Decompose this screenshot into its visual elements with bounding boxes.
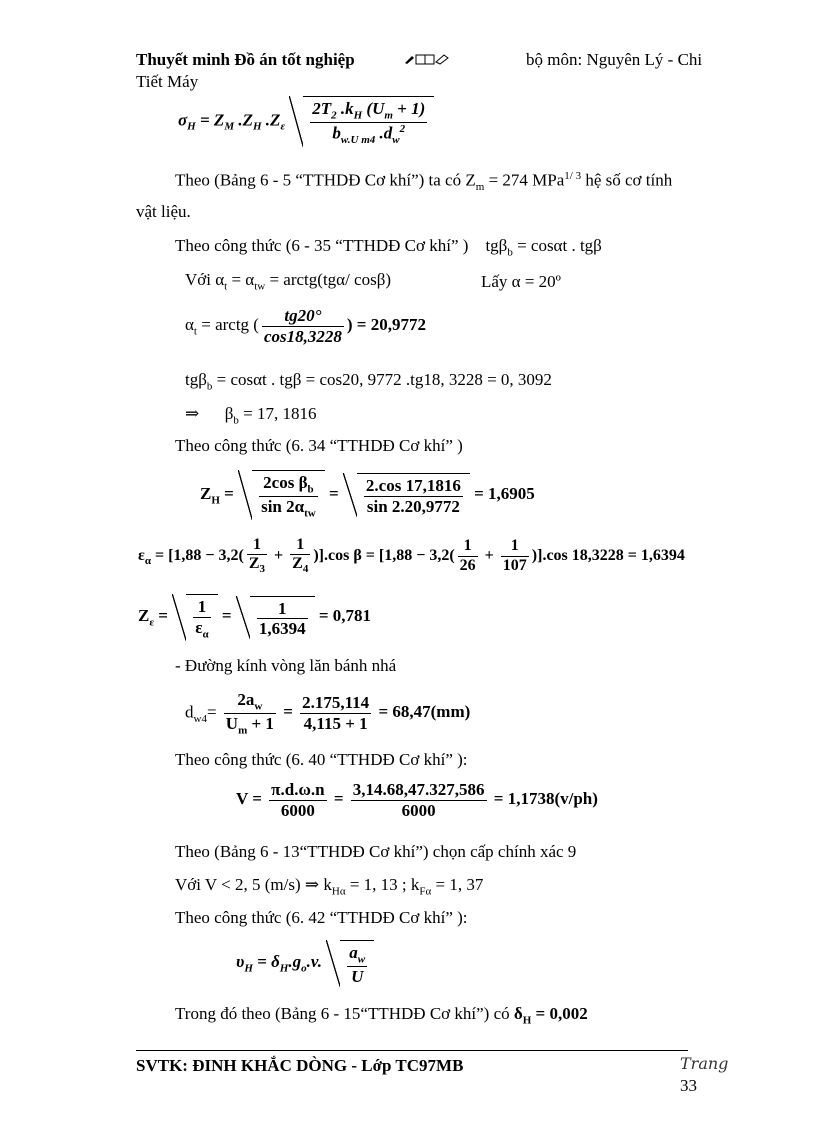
- header-title: Thuyết minh Đồ án tốt nghiệp: [136, 50, 355, 69]
- text-line-1: Theo (Bảng 6 - 5 “TTHDĐ Cơ khí”) ta có $Z_m = 274$ MPa$^{1/ 3}$ hệ số cơ tính: [175, 170, 673, 194]
- epsilon-alpha-formula: $\varepsilon_\alpha = [1,88 - 3,2$( $\frac{1}{Z_3}$ + $\frac{1}{Z_4}$ )].cos β = [1,88 − 3,2( $\frac{1}{26}$ + $\frac{1}{107}$ )].cos 18,3228 = 1,6394: [138, 536, 685, 576]
- text-line-12: Với V < 2, 5 (m/s) ⇒ $k_{H\alpha} = 1$, 13 ; $k_{F\alpha} = 1$, 37: [175, 875, 484, 898]
- dw4-formula: $d_{w4}=$ $\frac{2a_w}{U_m + 1}$ = $\frac{2.175,114}{4,115 + 1}$ = 68,47(mm): [185, 690, 471, 737]
- text-line-4-alpha: Lấy α = 20º: [481, 272, 561, 291]
- text-line-2: vật liệu.: [136, 202, 191, 221]
- footer-page-label: Trang: [680, 1054, 729, 1073]
- upsilon-h-formula: $\upsilon_H = \delta_H.g_o.v$. $\frac{a_w}{U}$: [236, 940, 374, 987]
- alpha-t-formula: $\alpha_t$ = arctg ( $\frac{tg20^\circ}{\cos 18,3228}$ ) = 20,9772: [185, 306, 426, 346]
- zh-formula: $Z_H$ = $\frac{2\cos \beta_b}{\sin 2\alpha_{tw}}$ = $\frac{2.\cos 17,1816}{\sin 2.20,9772}$ = 1,6905: [200, 470, 535, 520]
- sigma-h-formula: $\sigma_H = Z_M$ $.Z_H$ $.Z_\varepsilon$ $\frac{2T_2 .k_H (U_m + 1)}{b_{w.U m4} .d_w^2}$: [178, 96, 434, 147]
- text-line-9: - Đường kính vòng lăn bánh nhá: [175, 656, 397, 675]
- text-line-4: Với $\alpha_t = \alpha_{tw}$ = arctg(tgα/ cosβ): [185, 270, 392, 293]
- text-line-11: Theo (Bảng 6 - 13“TTHDĐ Cơ khí”) chọn cấp chính xác 9: [175, 842, 577, 861]
- text-line-7: ⇒ $\beta_b = 17$, 1816: [185, 404, 317, 427]
- footer-divider: [136, 1050, 688, 1051]
- z-epsilon-formula: $Z_\varepsilon$ = $\frac{1}{\varepsilon_\alpha}$ = $\frac{1}{1,6394}$ = 0,781: [138, 594, 371, 641]
- book-icon: [404, 52, 450, 70]
- text-line-6: tgβ$_b$ = cosαt . tgβ = cos20, 9772 .tg18, 3228 = 0, 3092: [185, 370, 552, 393]
- text-line-3: Theo công thức (6 - 35 “TTHDĐ Cơ khí” ) tgβ$_b$ = cosαt . tgβ: [175, 236, 602, 259]
- text-line-8: Theo công thức (6. 34 “TTHDĐ Cơ khí” ): [175, 436, 463, 455]
- footer-student: SVTK: ĐINH KHẮC DÒNG - Lớp TC97MB: [136, 1056, 464, 1075]
- text-line-14: Trong đó theo (Bảng 6 - 15“TTHDĐ Cơ khí”) có $\delta_H = 0,002$: [175, 1004, 588, 1027]
- header-department: bộ môn: Nguyên Lý - Chi: [526, 50, 703, 69]
- text-line-13: Theo công thức (6. 42 “TTHDĐ Cơ khí” ):: [175, 908, 468, 927]
- velocity-formula: V = $\frac{\pi.d.\omega.n}{6000}$ = $\frac{3,14.68,47.327,586}{6000}$ = 1,1738(v/ph): [236, 780, 598, 820]
- header-department-wrap: Tiết Máy: [136, 72, 199, 91]
- text-line-10: Theo công thức (6. 40 “TTHDĐ Cơ khí” ):: [175, 750, 468, 769]
- footer-page-number: 33: [680, 1076, 697, 1095]
